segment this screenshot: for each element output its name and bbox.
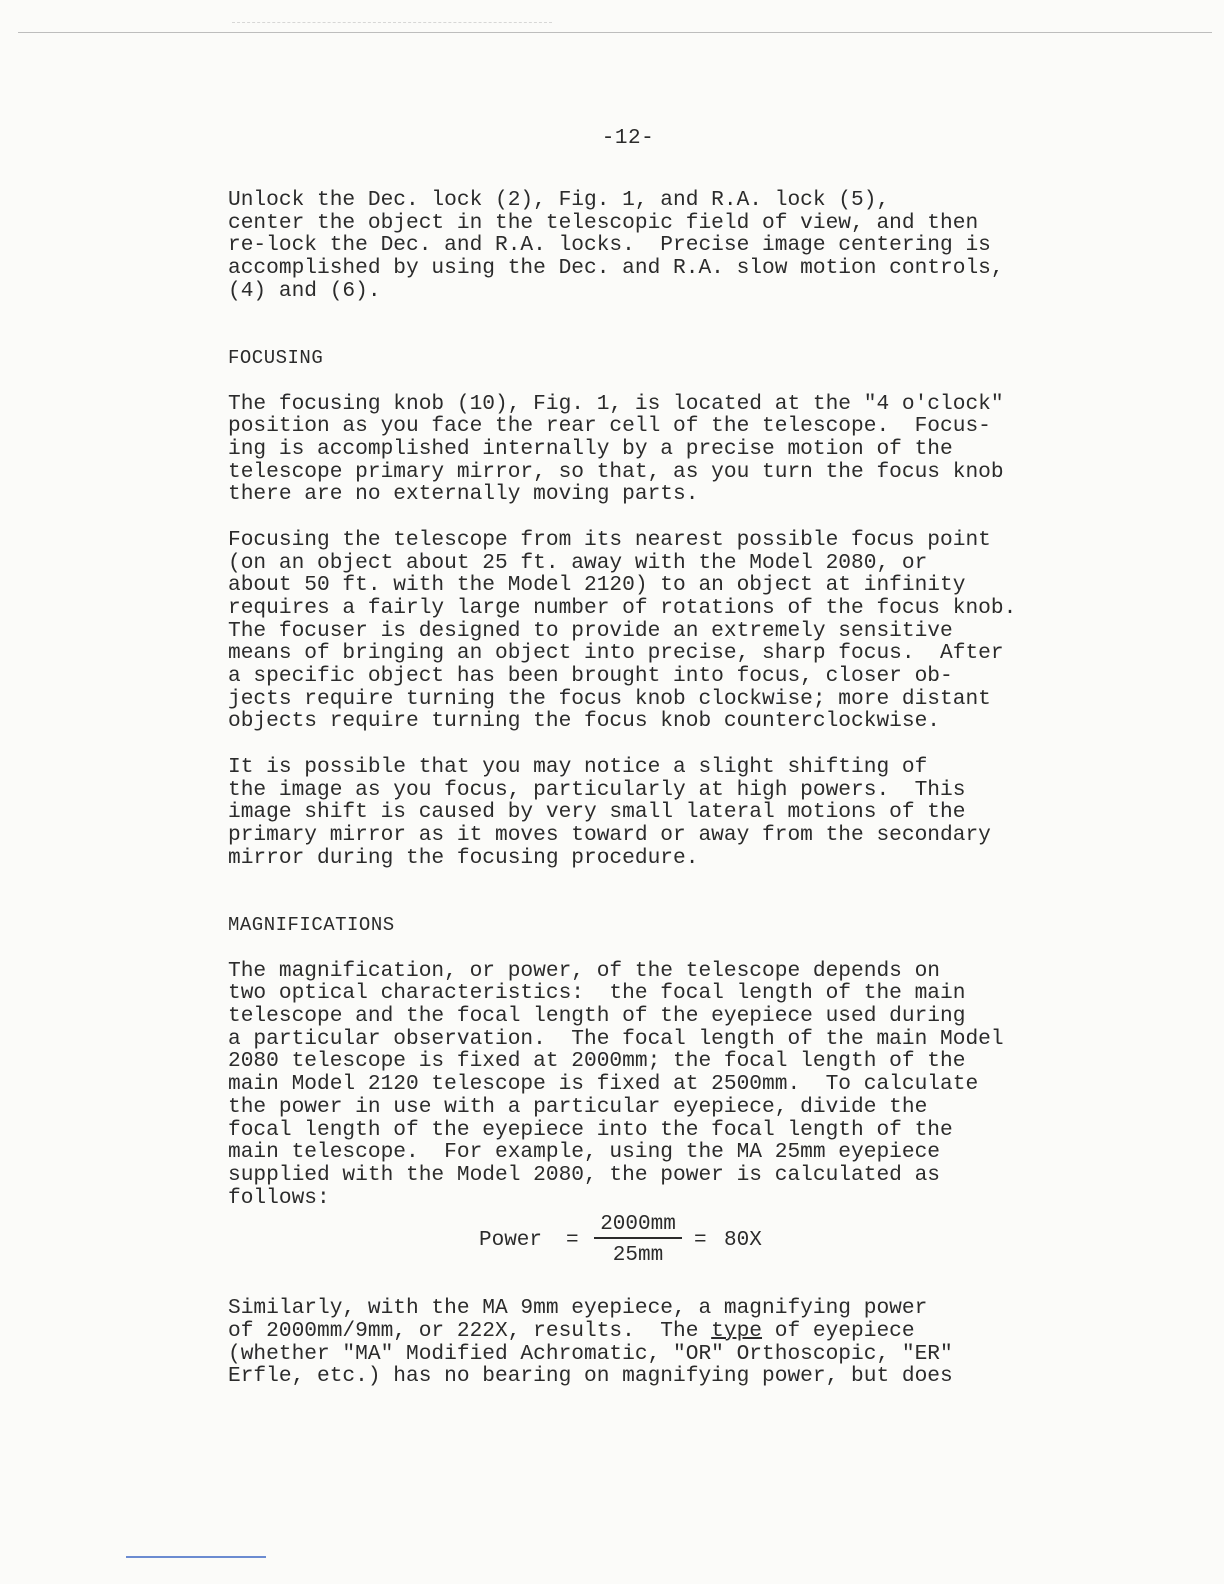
text-line: jects require turning the focus knob clockwise; more distant — [228, 686, 991, 711]
text-line: It is possible that you may notice a slight shifting of — [228, 754, 928, 779]
underlined-word: type — [711, 1318, 763, 1343]
spacer — [228, 892, 1128, 914]
text-line: Unlock the Dec. lock (2), Fig. 1, and R.A. lock (5), — [228, 188, 890, 212]
text-line: mirror during the focusing procedure. — [228, 845, 699, 870]
text-line: telescope and the focal length of the eyepiece used during — [228, 1004, 966, 1029]
text-line: ing is accomplished internally by a precise motion of the — [228, 437, 953, 462]
section-heading-focusing: FOCUSING — [228, 347, 324, 370]
text-line: main Model 2120 telescope is fixed at 2500mm. To calculate — [228, 1072, 979, 1097]
text-line: (4) and (6). — [228, 278, 381, 303]
text-line: re-lock the Dec. and R.A. locks. Precise image centering is — [228, 233, 991, 258]
focusing-heading-block — [228, 347, 1128, 370]
text-line: Similarly, with the MA 9mm eyepiece, a magnifying power — [228, 1296, 928, 1321]
text-segment: of 2000mm/9mm, or 222X, results. The — [228, 1318, 712, 1343]
formula-equals: = — [566, 1229, 579, 1253]
text-line: The focusing knob (10), Fig. 1, is located at the "4 o'clock" — [228, 391, 1004, 416]
header-rule — [18, 32, 1212, 33]
text-line: Focusing the telescope from its nearest possible focus point — [228, 527, 991, 552]
magnifications-paragraph-2 — [228, 1297, 1128, 1388]
footer-rule — [126, 1556, 266, 1558]
text-line — [228, 1320, 1128, 1343]
focusing-paragraph-2 — [228, 529, 1128, 733]
page-body — [228, 189, 1128, 1411]
text-line: objects require turning the focus knob counterclockwise. — [228, 709, 941, 734]
text-line: requires a fairly large number of rotations of the focus knob. — [228, 596, 1017, 621]
text-line: image shift is caused by very small lateral motions of the — [228, 800, 966, 825]
text-line: supplied with the Model 2080, the power is calculated as — [228, 1162, 941, 1187]
text-line: Erfle, etc.) has no bearing on magnifying power, but does — [228, 1364, 953, 1389]
magnifications-heading-block — [228, 914, 1128, 937]
formula-equals-result: = — [694, 1229, 707, 1253]
formula-result: 80X — [724, 1229, 762, 1253]
focusing-paragraph-1 — [228, 393, 1128, 506]
formula-denominator: 25mm — [612, 1244, 664, 1268]
text-line: a specific object has been brought into focus, closer ob- — [228, 664, 953, 689]
magnifications-paragraph-1 — [228, 960, 1128, 1210]
text-line: The focuser is designed to provide an extremely sensitive — [228, 618, 953, 643]
text-line: the power in use with a particular eyepiece, divide the — [228, 1094, 928, 1119]
page-number: -12- — [601, 127, 655, 150]
text-line: accomplished by using the Dec. and R.A. slow motion controls, — [228, 256, 1004, 281]
text-line: follows: — [228, 1185, 330, 1210]
text-line: (on an object about 25 ft. away with the Model 2080, or — [228, 550, 928, 575]
text-line: about 50 ft. with the Model 2120) to an object at infinity — [228, 573, 966, 598]
intro-paragraph — [228, 189, 1128, 302]
text-line: main telescope. For example, using the MA 25mm eyepiece — [228, 1140, 941, 1165]
text-line: a particular observation. The focal length of the main Model — [228, 1026, 1004, 1051]
text-segment: of eyepiece — [762, 1318, 915, 1343]
text-line: there are no externally moving parts. — [228, 482, 699, 507]
text-line: The magnification, or power, of the telescope depends on — [228, 958, 941, 983]
spacer — [228, 325, 1128, 347]
section-heading-magnifications: MAGNIFICATIONS — [228, 914, 395, 937]
text-line: position as you face the rear cell of the telescope. Focus- — [228, 414, 991, 439]
text-line: (whether "MA" Modified Achromatic, "OR" Orthoscopic, "ER" — [228, 1341, 953, 1366]
text-line: 2080 telescope is fixed at 2000mm; the focal length of the — [228, 1049, 966, 1074]
formula-numerator: 2000mm — [594, 1213, 682, 1239]
text-line: focal length of the eyepiece into the focal length of the — [228, 1117, 953, 1142]
power-formula — [228, 1213, 1128, 1281]
header-scan-artifact — [232, 14, 552, 23]
text-line: two optical characteristics: the focal length of the main — [228, 981, 966, 1006]
text-line: means of bringing an object into precise, sharp focus. After — [228, 641, 1004, 666]
text-line: center the object in the telescopic field of view, and then — [228, 210, 979, 235]
text-line: primary mirror as it moves toward or away from the secondary — [228, 823, 991, 848]
text-line: telescope primary mirror, so that, as you turn the focus knob — [228, 459, 1004, 484]
focusing-paragraph-3 — [228, 756, 1128, 869]
formula-label: Power — [479, 1229, 543, 1253]
text-line: the image as you focus, particularly at high powers. This — [228, 777, 966, 802]
